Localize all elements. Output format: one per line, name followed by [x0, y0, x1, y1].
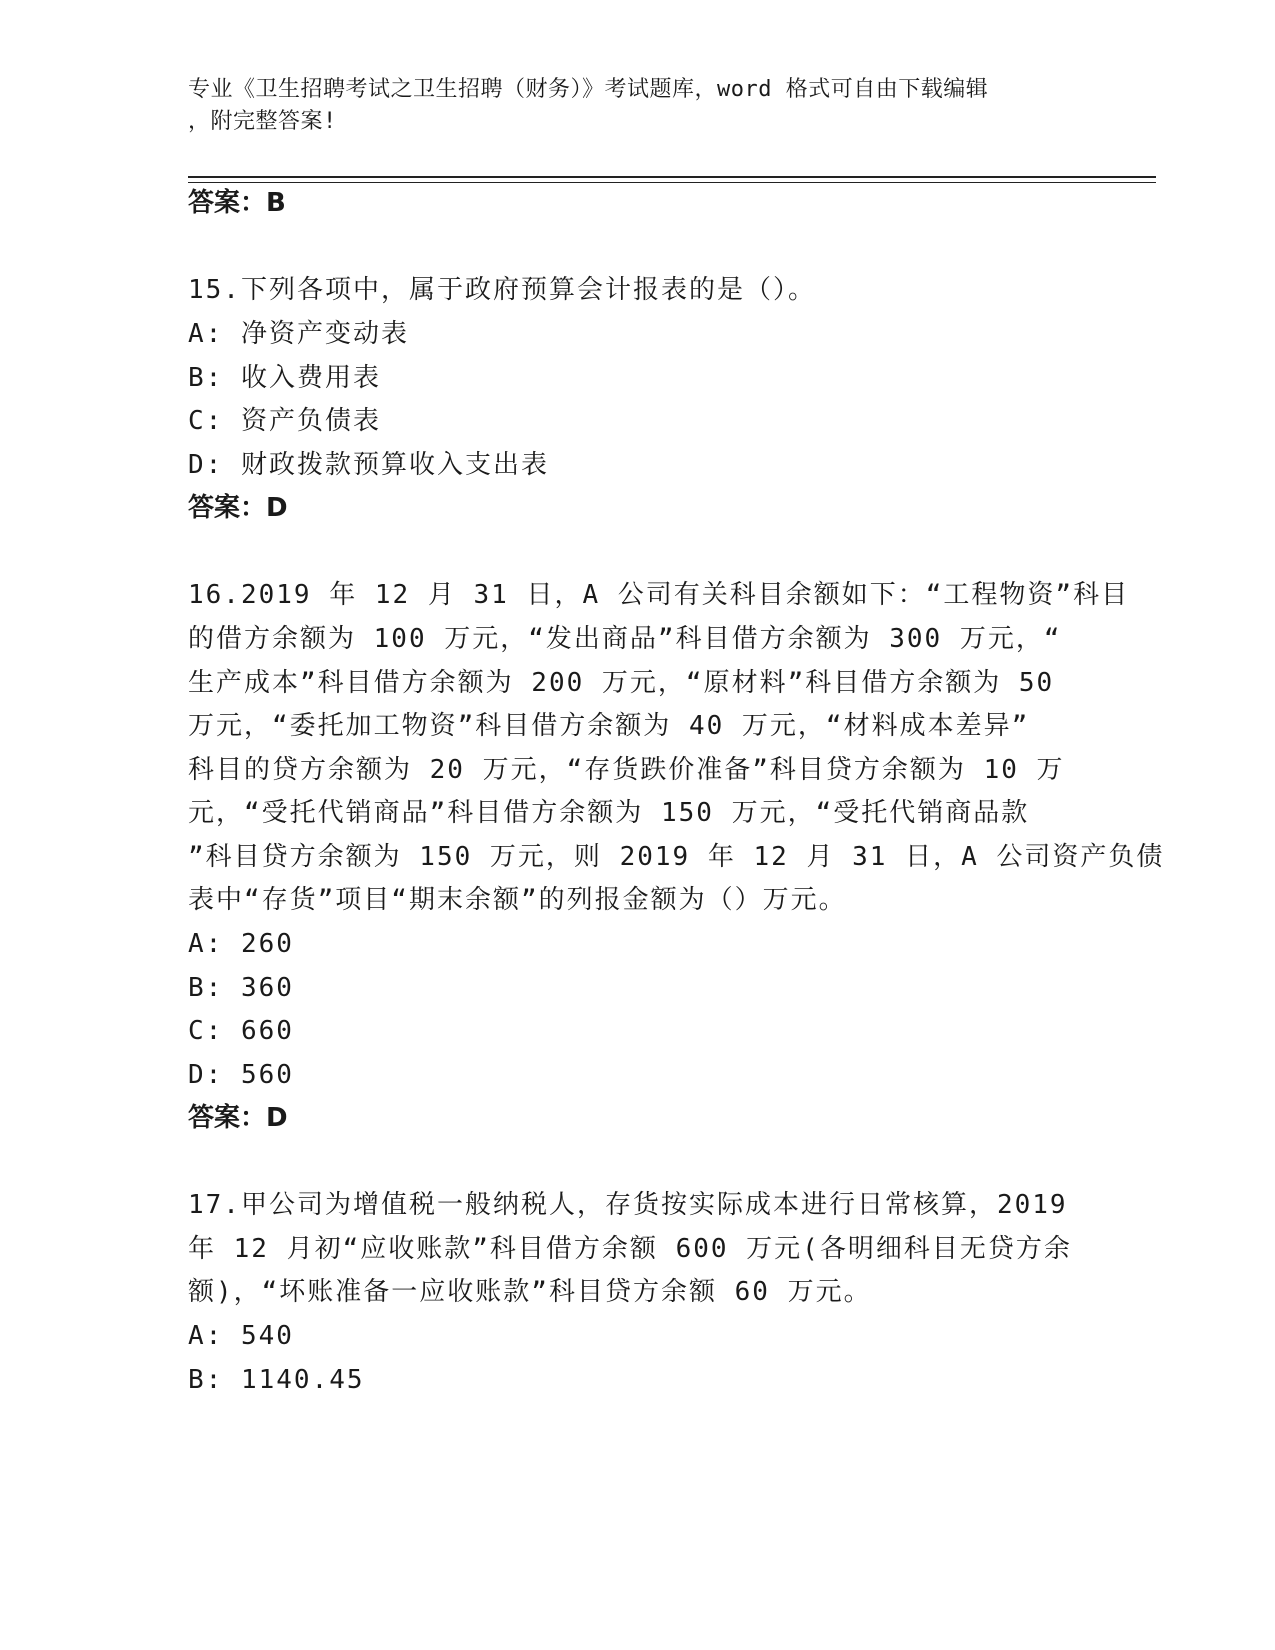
q16-line-1: 16.2019 年 12 月 31 日，A 公司有关科目余额如下：“工程物资”科目: [188, 580, 1130, 610]
q16-option-a: A: 260: [188, 929, 294, 959]
q17-line-1: 17.甲公司为增值税一般纳税人，存货按实际成本进行日常核算，2019: [188, 1190, 1068, 1220]
q16-line-5: 科目的贷方余额为 20 万元，“存货跌价准备”科目贷方余额为 10 万: [188, 755, 1065, 785]
q15-option-d: D: 财政拨款预算收入支出表: [188, 450, 549, 480]
header-line-1: 专业《卫生招聘考试之卫生招聘（财务）》考试题库，word 格式可自由下载编辑: [188, 77, 989, 102]
header-line-2: ，附完整答案!: [188, 109, 337, 134]
q15-option-b: B: 收入费用表: [188, 363, 381, 393]
q16-line-7: ”科目贷方余额为 150 万元，则 2019 年 12 月 31 日，A 公司资产负债: [188, 842, 1165, 872]
q16-option-c: C: 660: [188, 1016, 294, 1046]
q16-option-d: D: 560: [188, 1060, 294, 1090]
q16-line-6: 元，“受托代销商品”科目借方余额为 150 万元，“受托代销商品款: [188, 798, 1030, 828]
q15-question: 15.下列各项中，属于政府预算会计报表的是（）。: [188, 275, 816, 305]
q15-answer: 答案：D: [188, 493, 288, 523]
q15-option-c: C: 资产负债表: [188, 406, 381, 436]
q16-option-b: B: 360: [188, 973, 294, 1003]
q16-answer: 答案：D: [188, 1103, 288, 1133]
q14-answer: 答案：B: [188, 188, 286, 218]
q17-option-a: A: 540: [188, 1321, 294, 1351]
document-header: [188, 74, 1088, 138]
header-divider: [188, 176, 1156, 178]
q16-line-3: 生产成本”科目借方余额为 200 万元，“原材料”科目借方余额为 50: [188, 668, 1055, 698]
header-divider-thin: [188, 182, 1156, 183]
q17-line-3: 额)，“坏账准备一应收账款”科目贷方余额 60 万元。: [188, 1277, 872, 1307]
q16-line-2: 的借方余额为 100 万元，“发出商品”科目借方余额为 300 万元，“: [188, 624, 1062, 654]
q17-line-2: 年 12 月初“应收账款”科目借方余额 600 万元(各明细科目无贷方余: [188, 1234, 1072, 1264]
q15-option-a: A: 净资产变动表: [188, 319, 409, 349]
q17-option-b: B: 1140.45: [188, 1365, 365, 1395]
q16-line-8: 表中“存货”项目“期末余额”的列报金额为（）万元。: [188, 885, 847, 915]
q16-line-4: 万元，“委托加工物资”科目借方余额为 40 万元，“材料成本差异”: [188, 711, 1030, 741]
